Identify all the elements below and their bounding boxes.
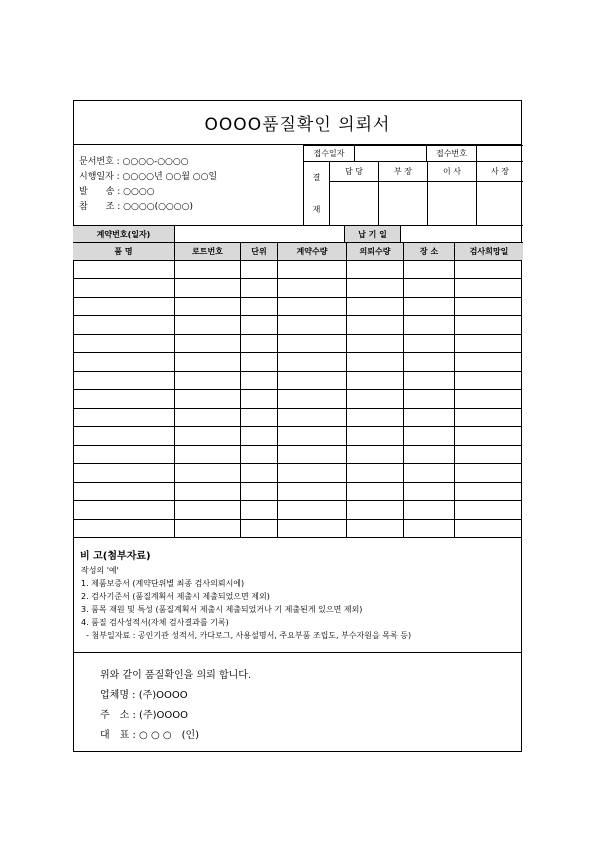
reference-label: 참 조: [79, 202, 115, 212]
table-row: [74, 260, 522, 278]
table-cell[interactable]: [346, 426, 403, 444]
table-cell[interactable]: [454, 389, 522, 407]
col-header-item-name: 품 명: [73, 242, 174, 260]
table-cell[interactable]: [277, 500, 346, 518]
note-item-5: - 첨부일자료 : 공인기관 성적서, 카다로그, 사용설명서, 주요부품 조립도, 부수자원을 목록 등): [81, 631, 412, 640]
table-cell[interactable]: [454, 445, 522, 463]
table-cell[interactable]: [277, 278, 346, 296]
table-cell[interactable]: [174, 500, 240, 518]
table-row: [74, 426, 522, 444]
issue-date-line: 시행일자 : ○○○○년 ○○월 ○○일: [79, 172, 218, 182]
table-cell[interactable]: [403, 278, 454, 296]
table-cell[interactable]: [346, 500, 403, 518]
table-cell[interactable]: [346, 482, 403, 500]
table-cell[interactable]: [277, 519, 346, 537]
table-cell[interactable]: [174, 426, 240, 444]
table-cell[interactable]: [454, 408, 522, 426]
table-cell[interactable]: [454, 278, 522, 296]
table-cell[interactable]: [403, 445, 454, 463]
table-cell[interactable]: [403, 500, 454, 518]
table-cell[interactable]: [74, 500, 174, 518]
table-cell[interactable]: [174, 389, 240, 407]
table-row: [74, 408, 522, 426]
company-address: 주 소 : (주)OOOO: [100, 710, 188, 721]
table-cell[interactable]: [403, 426, 454, 444]
table-cell[interactable]: [174, 352, 240, 370]
table-cell[interactable]: [174, 371, 240, 389]
table-cell[interactable]: [240, 463, 277, 481]
table-cell[interactable]: [454, 260, 522, 278]
request-statement: 위와 같이 품질확인을 의뢰 합니다.: [100, 670, 252, 681]
table-cell[interactable]: [277, 408, 346, 426]
table-row: [74, 463, 522, 481]
table-cell[interactable]: [454, 482, 522, 500]
table-cell[interactable]: [277, 352, 346, 370]
table-cell[interactable]: [403, 463, 454, 481]
table-cell[interactable]: [174, 315, 240, 333]
table-cell[interactable]: [403, 389, 454, 407]
approval-role-manager: 부 장: [378, 161, 427, 181]
table-cell[interactable]: [346, 371, 403, 389]
table-cell[interactable]: [240, 389, 277, 407]
table-cell[interactable]: [240, 278, 277, 296]
table-cell[interactable]: [454, 426, 522, 444]
notes-title: 비 고(첨부자료): [80, 551, 151, 562]
sender-label: 발 송: [79, 187, 115, 197]
quality-request-form: [73, 100, 522, 752]
table-cell[interactable]: [454, 297, 522, 315]
table-cell[interactable]: [277, 482, 346, 500]
company-name: 업체명 : (주)OOOO: [100, 690, 188, 701]
table-cell[interactable]: [277, 334, 346, 352]
notes-example-label: 작성의 '예': [81, 566, 119, 575]
table-cell[interactable]: [74, 278, 174, 296]
table-row: [74, 519, 522, 537]
table-cell[interactable]: [403, 260, 454, 278]
table-cell[interactable]: [277, 426, 346, 444]
table-cell[interactable]: [174, 260, 240, 278]
table-cell[interactable]: [403, 352, 454, 370]
doc-number-label: 문서번호: [79, 157, 114, 167]
table-row: [74, 482, 522, 500]
table-cell[interactable]: [454, 463, 522, 481]
issue-date-label: 시행일자: [79, 172, 114, 182]
table-cell[interactable]: [346, 519, 403, 537]
table-cell[interactable]: [346, 389, 403, 407]
table-cell[interactable]: [174, 297, 240, 315]
table-cell[interactable]: [403, 371, 454, 389]
table-cell[interactable]: [74, 426, 174, 444]
table-cell[interactable]: [277, 371, 346, 389]
table-cell[interactable]: [240, 371, 277, 389]
table-cell[interactable]: [346, 297, 403, 315]
table-cell[interactable]: [74, 352, 174, 370]
approval-label-bottom: 재: [312, 204, 321, 214]
table-cell[interactable]: [277, 260, 346, 278]
table-cell[interactable]: [346, 352, 403, 370]
receipt-number-field[interactable]: [476, 145, 523, 161]
table-cell[interactable]: [346, 315, 403, 333]
doc-number-value: ○○○○-○○○○: [122, 157, 189, 167]
reference-line: 참 조 : ○○○○(○○○○): [79, 202, 194, 212]
approval-label-top: 결: [312, 173, 321, 183]
table-row: [74, 334, 522, 352]
table-row: [74, 500, 522, 518]
table-cell[interactable]: [240, 482, 277, 500]
request-divider: [74, 652, 521, 653]
representative-signature: 대 표 : ○ ○ ○ (인): [100, 730, 200, 741]
table-cell[interactable]: [277, 315, 346, 333]
col-header-contract-qty: 계약수량: [277, 242, 346, 260]
approval-label: [303, 161, 329, 225]
table-cell[interactable]: [174, 334, 240, 352]
delivery-date-field[interactable]: [400, 225, 523, 242]
table-cell[interactable]: [403, 334, 454, 352]
approval-role-president: 사 장: [476, 161, 523, 181]
col-header-inspection-date: 검사희망일: [454, 242, 523, 260]
table-cell[interactable]: [454, 334, 522, 352]
table-cell[interactable]: [346, 463, 403, 481]
issue-date-value: ○○○○년 ○○월 ○○일: [122, 172, 218, 182]
approval-sign-manager[interactable]: [378, 181, 427, 225]
table-cell[interactable]: [74, 297, 174, 315]
table-cell[interactable]: [74, 519, 174, 537]
approval-role-staff: 담 당: [329, 161, 378, 181]
contract-number-label: 계약번호(일자): [73, 225, 174, 242]
table-row: [74, 445, 522, 463]
note-item-3: 3. 품목 재원 및 특성 (품질계획서 제출시 제출되었거나 기 제출된게 있으면 제외): [81, 605, 363, 614]
table-cell[interactable]: [346, 334, 403, 352]
table-cell[interactable]: [240, 334, 277, 352]
reference-value: ○○○○(○○○○): [123, 202, 194, 212]
table-cell[interactable]: [454, 352, 522, 370]
receipt-date-label: 접수일자: [303, 145, 354, 161]
table-cell[interactable]: [403, 519, 454, 537]
doc-number-line: 문서번호 : ○○○○-○○○○: [79, 157, 189, 167]
table-row: [74, 315, 522, 333]
table-cell[interactable]: [403, 482, 454, 500]
table-cell[interactable]: [174, 463, 240, 481]
table-cell[interactable]: [346, 408, 403, 426]
sender-line: 발 송 : ○○○○: [79, 187, 155, 197]
table-row: [74, 389, 522, 407]
table-cell[interactable]: [346, 260, 403, 278]
note-item-2: 2. 검사기준서 (품질계획서 제출시 제출되었으면 제외): [81, 592, 270, 601]
table-cell[interactable]: [277, 389, 346, 407]
table-cell[interactable]: [403, 408, 454, 426]
table-cell[interactable]: [277, 445, 346, 463]
note-item-4: 4. 품질 검사성적서(자체 검사결과를 기록): [81, 618, 229, 627]
table-cell[interactable]: [240, 445, 277, 463]
table-cell[interactable]: [240, 315, 277, 333]
table-cell[interactable]: [454, 500, 522, 518]
col-header-lot-number: 로트번호: [174, 242, 240, 260]
sender-value: ○○○○: [123, 187, 155, 197]
table-cell[interactable]: [74, 371, 174, 389]
approval-sign-president[interactable]: [476, 181, 523, 225]
table-cell[interactable]: [74, 315, 174, 333]
table-cell[interactable]: [74, 445, 174, 463]
table-cell[interactable]: [74, 334, 174, 352]
table-cell[interactable]: [74, 389, 174, 407]
receipt-number-label: 접수번호: [426, 145, 476, 161]
table-cell[interactable]: [74, 463, 174, 481]
table-cell[interactable]: [240, 519, 277, 537]
item-table-body: [74, 260, 522, 537]
table-cell[interactable]: [74, 260, 174, 278]
contract-number-field[interactable]: [174, 225, 344, 242]
table-cell[interactable]: [403, 315, 454, 333]
approval-sign-director[interactable]: [427, 181, 476, 225]
table-cell[interactable]: [240, 408, 277, 426]
table-row: [74, 352, 522, 370]
table-cell[interactable]: [174, 445, 240, 463]
approval-sign-staff[interactable]: [329, 181, 378, 225]
table-cell[interactable]: [174, 408, 240, 426]
table-cell[interactable]: [403, 297, 454, 315]
table-cell[interactable]: [454, 519, 522, 537]
table-cell[interactable]: [240, 260, 277, 278]
approval-role-director: 이 사: [427, 161, 476, 181]
form-title: OOOO품질확인 의뢰서: [74, 101, 521, 145]
table-row: [74, 297, 522, 315]
table-cell[interactable]: [277, 297, 346, 315]
table-cell[interactable]: [346, 445, 403, 463]
table-cell[interactable]: [346, 278, 403, 296]
table-cell[interactable]: [240, 426, 277, 444]
notes-divider: [74, 537, 521, 538]
col-header-request-qty: 의뢰수량: [346, 242, 403, 260]
col-header-unit: 단위: [240, 242, 277, 260]
table-cell[interactable]: [174, 519, 240, 537]
table-cell[interactable]: [174, 278, 240, 296]
table-cell[interactable]: [240, 297, 277, 315]
table-cell[interactable]: [277, 463, 346, 481]
table-cell[interactable]: [240, 352, 277, 370]
table-cell[interactable]: [454, 371, 522, 389]
table-row: [74, 371, 522, 389]
receipt-date-field[interactable]: [354, 145, 426, 161]
table-cell[interactable]: [240, 500, 277, 518]
delivery-date-label: 납 기 일: [344, 225, 400, 242]
table-cell[interactable]: [454, 315, 522, 333]
table-row: [74, 278, 522, 296]
table-cell[interactable]: [174, 482, 240, 500]
table-cell[interactable]: [74, 482, 174, 500]
table-cell[interactable]: [74, 408, 174, 426]
col-header-location: 장 소: [403, 242, 454, 260]
note-item-1: 1. 제품보증서 (계약단위별 최종 검사의뢰시에): [81, 579, 245, 588]
